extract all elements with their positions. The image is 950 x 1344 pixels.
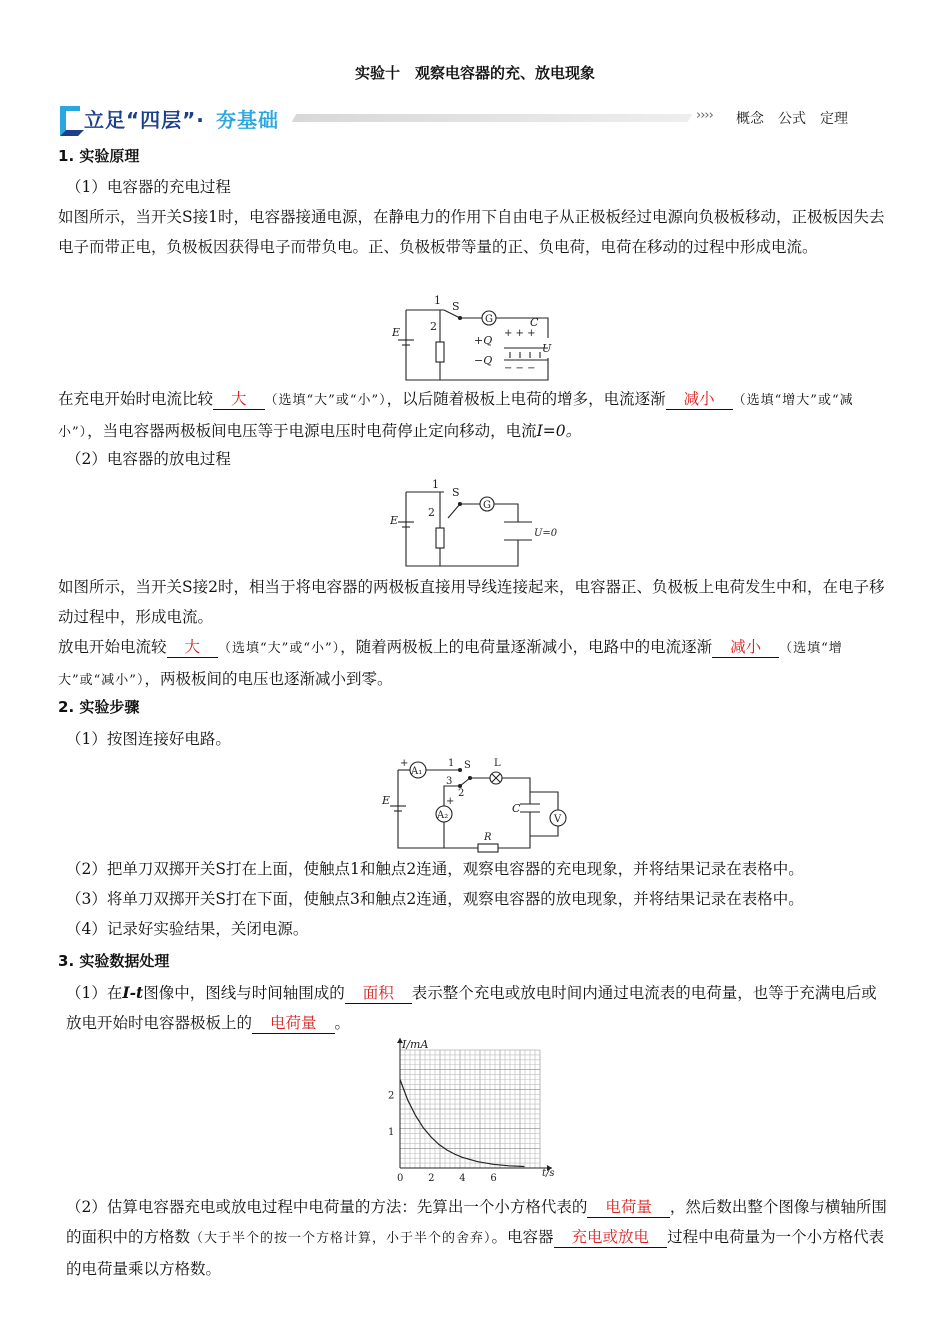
fig1-label-c: C: [530, 316, 539, 329]
text-run: 在充电开始时电流比较: [58, 390, 214, 408]
paragraph-discharging: 如图所示，当开关S接2时，相当于将电容器的两极板直接用导线连接起来，电容器正、负极板上电荷发生中和，在电子移动过程中，形成电流。: [58, 578, 885, 626]
fig3-label-c: C: [512, 802, 521, 815]
heading-number: 3: [58, 952, 69, 970]
chart-grid: [400, 1050, 540, 1168]
text-run: （选填“增大”或“减小”）: [58, 393, 854, 440]
charging-circuit-diagram: [392, 292, 562, 384]
answer-blank: 大: [213, 389, 265, 410]
text-run: （选填“增大”或“减小”）: [58, 641, 843, 688]
page-title: 实验十 观察电容器的充、放电现象: [354, 64, 595, 82]
banner-bar: [292, 114, 693, 122]
fig1-label-g: G: [485, 314, 493, 325]
banner-bracket-icon: [56, 102, 86, 136]
fig3-label-plus2: +: [446, 796, 455, 807]
section-heading-3: 3. 实验数据处理: [58, 952, 170, 970]
answer-blank: 大: [167, 637, 219, 658]
fig3-label-s: S: [464, 760, 471, 771]
banner-title-left: 立足“四层”·: [84, 108, 205, 132]
answer-blank: 减小: [666, 389, 733, 410]
fig1-label-pq: +Q: [474, 334, 493, 347]
banner-title-right: 夯基础: [216, 108, 279, 132]
text-run: （选填“大”或“小”）: [264, 393, 387, 408]
text-run: ，以后随着极板上电荷的增多，电流逐渐: [386, 390, 666, 408]
heading-text: 实验步骤: [79, 698, 140, 716]
section-banner: [56, 100, 856, 136]
fig2-label-g: G: [483, 500, 491, 511]
fig3-label-a2: A₂: [437, 810, 449, 821]
text-run: 放电开始电流较: [58, 638, 167, 656]
text-run: 。: [334, 1014, 351, 1032]
fig3-label-plus: +: [400, 758, 409, 769]
text-run: （大于半个的按一个方格计算，小于半个的舍弃）: [190, 1231, 492, 1246]
step-3: （3）将单刀双掷开关S打在下面，使触点3和触点2连通，观察电容器的放电现象，并将结果记录在表格中。: [66, 890, 804, 908]
fig1-minus-signs: − − −: [504, 363, 536, 374]
text-run: 过程中电荷量为一个小方格代表的电荷量乘以方格数。: [66, 1228, 885, 1278]
fig3-label-v: V: [554, 814, 562, 825]
chart-ylabel: I/mA: [402, 1038, 429, 1051]
text-run: （2）估算电容器充电或放电过程中电荷量的方法：先算出一个小方格代表的: [66, 1198, 588, 1216]
fig3-label-r: R: [484, 832, 492, 843]
fig3-label-1: 1: [448, 758, 455, 769]
answer-blank: 电荷量: [252, 1013, 335, 1034]
subheading-discharging: （2）电容器的放电过程: [66, 450, 231, 468]
text-run: 表示整个充电或放电时间内通过电流表的电荷量，也等于充满电后或放电开始时电容器极板上的: [66, 984, 877, 1032]
step-1: （1）按图连接好电路。: [66, 730, 231, 748]
fig3-label-a1: A₁: [411, 766, 423, 777]
text-run: （选填“大”或“小”）: [218, 641, 341, 656]
step-2: （2）把单刀双掷开关S打在上面，使触点1和触点2连通，观察电容器的充电现象，并将结果记录在表格中。: [66, 860, 804, 878]
banner-arrows: ››››: [696, 108, 713, 123]
heading-text: 实验数据处理: [79, 952, 170, 970]
heading-number: 1: [58, 147, 69, 165]
answer-blank: 面积: [345, 983, 412, 1004]
fig1-label-e: E: [392, 326, 401, 339]
text-run: 。电容器: [491, 1228, 554, 1246]
banner-tags: 概念 公式 定理: [736, 111, 848, 127]
subheading-charging: （1）电容器的充电过程: [66, 178, 231, 196]
answer-blank: 电荷量: [587, 1197, 670, 1218]
fig1-label-s: S: [452, 300, 460, 313]
banner-logo: [56, 102, 288, 134]
fig2-label-2: 2: [428, 506, 435, 519]
paragraph-charging-current: [58, 384, 890, 448]
paragraph-estimate: [58, 1192, 890, 1284]
text-run: ，两极板间的电压也逐渐减小到零。: [144, 670, 393, 688]
x-tick-label: 6: [490, 1173, 497, 1184]
text-run: I-t: [122, 983, 144, 1002]
text-run: ，当电容器两极板间电压等于电源电压时电荷停止定向移动，电流: [87, 422, 537, 440]
paragraph-it-graph: [58, 978, 890, 1038]
answer-blank: 充电或放电: [554, 1227, 668, 1248]
answer-blank: 减小: [712, 637, 779, 658]
fig2-label-u0: U=0: [534, 528, 558, 539]
x-tick-label: 4: [459, 1173, 466, 1184]
section-heading-2: 2. 实验步骤: [58, 698, 140, 716]
heading-text: 实验原理: [79, 147, 140, 165]
it-chart: [380, 1036, 560, 1186]
section-heading-1: 1. 实验原理: [58, 147, 140, 165]
step-4: （4）记录好实验结果，关闭电源。: [66, 920, 309, 938]
fig3-label-l: L: [494, 758, 501, 769]
text-run: ，然后数出整个图像与横轴所围的面积中的方格数: [66, 1198, 887, 1246]
fig2-label-s: S: [452, 486, 460, 499]
fig1-label-2: 2: [430, 320, 437, 333]
experiment-circuit-diagram: [378, 756, 578, 856]
y-tick-label: 1: [388, 1127, 395, 1139]
fig1-plus-signs: + + +: [504, 328, 536, 339]
fig1-label-u: U: [542, 342, 552, 355]
fig3-label-3: 3: [446, 776, 453, 787]
chart-xlabel: t/s: [542, 1168, 555, 1179]
paragraph-charging: 如图所示，当开关S接1时，电容器接通电源，在静电力的作用下自由电子从正极板经过电源向负极板移动，正极板因失去电子而带正电，负极板因获得电子而带负电。正、负极板带等量的正、负电荷，电荷在移动的过程中形成电流。: [58, 208, 885, 256]
text-run: I=0。: [536, 422, 582, 440]
text-run: ，随着两极板上的电荷量逐渐减小，电路中的电流逐渐: [340, 638, 713, 656]
y-tick-label: 2: [388, 1090, 395, 1102]
x-tick-label: 2: [428, 1173, 435, 1184]
discharging-circuit-diagram: [390, 478, 570, 570]
fig3-label-e: E: [382, 794, 391, 807]
fig3-label-2: 2: [458, 788, 465, 799]
text-run: （1）在: [66, 984, 123, 1002]
fig2-label-1: 1: [432, 478, 439, 491]
heading-number: 2: [58, 698, 69, 716]
text-run: 图像中，图线与时间轴围成的: [143, 984, 345, 1002]
fig1-label-1: 1: [434, 294, 441, 307]
fig1-label-nq: −Q: [474, 354, 493, 367]
fig2-label-e: E: [390, 514, 399, 527]
x-tick-label: 0: [397, 1173, 404, 1184]
paragraph-discharging-current: [58, 632, 890, 696]
